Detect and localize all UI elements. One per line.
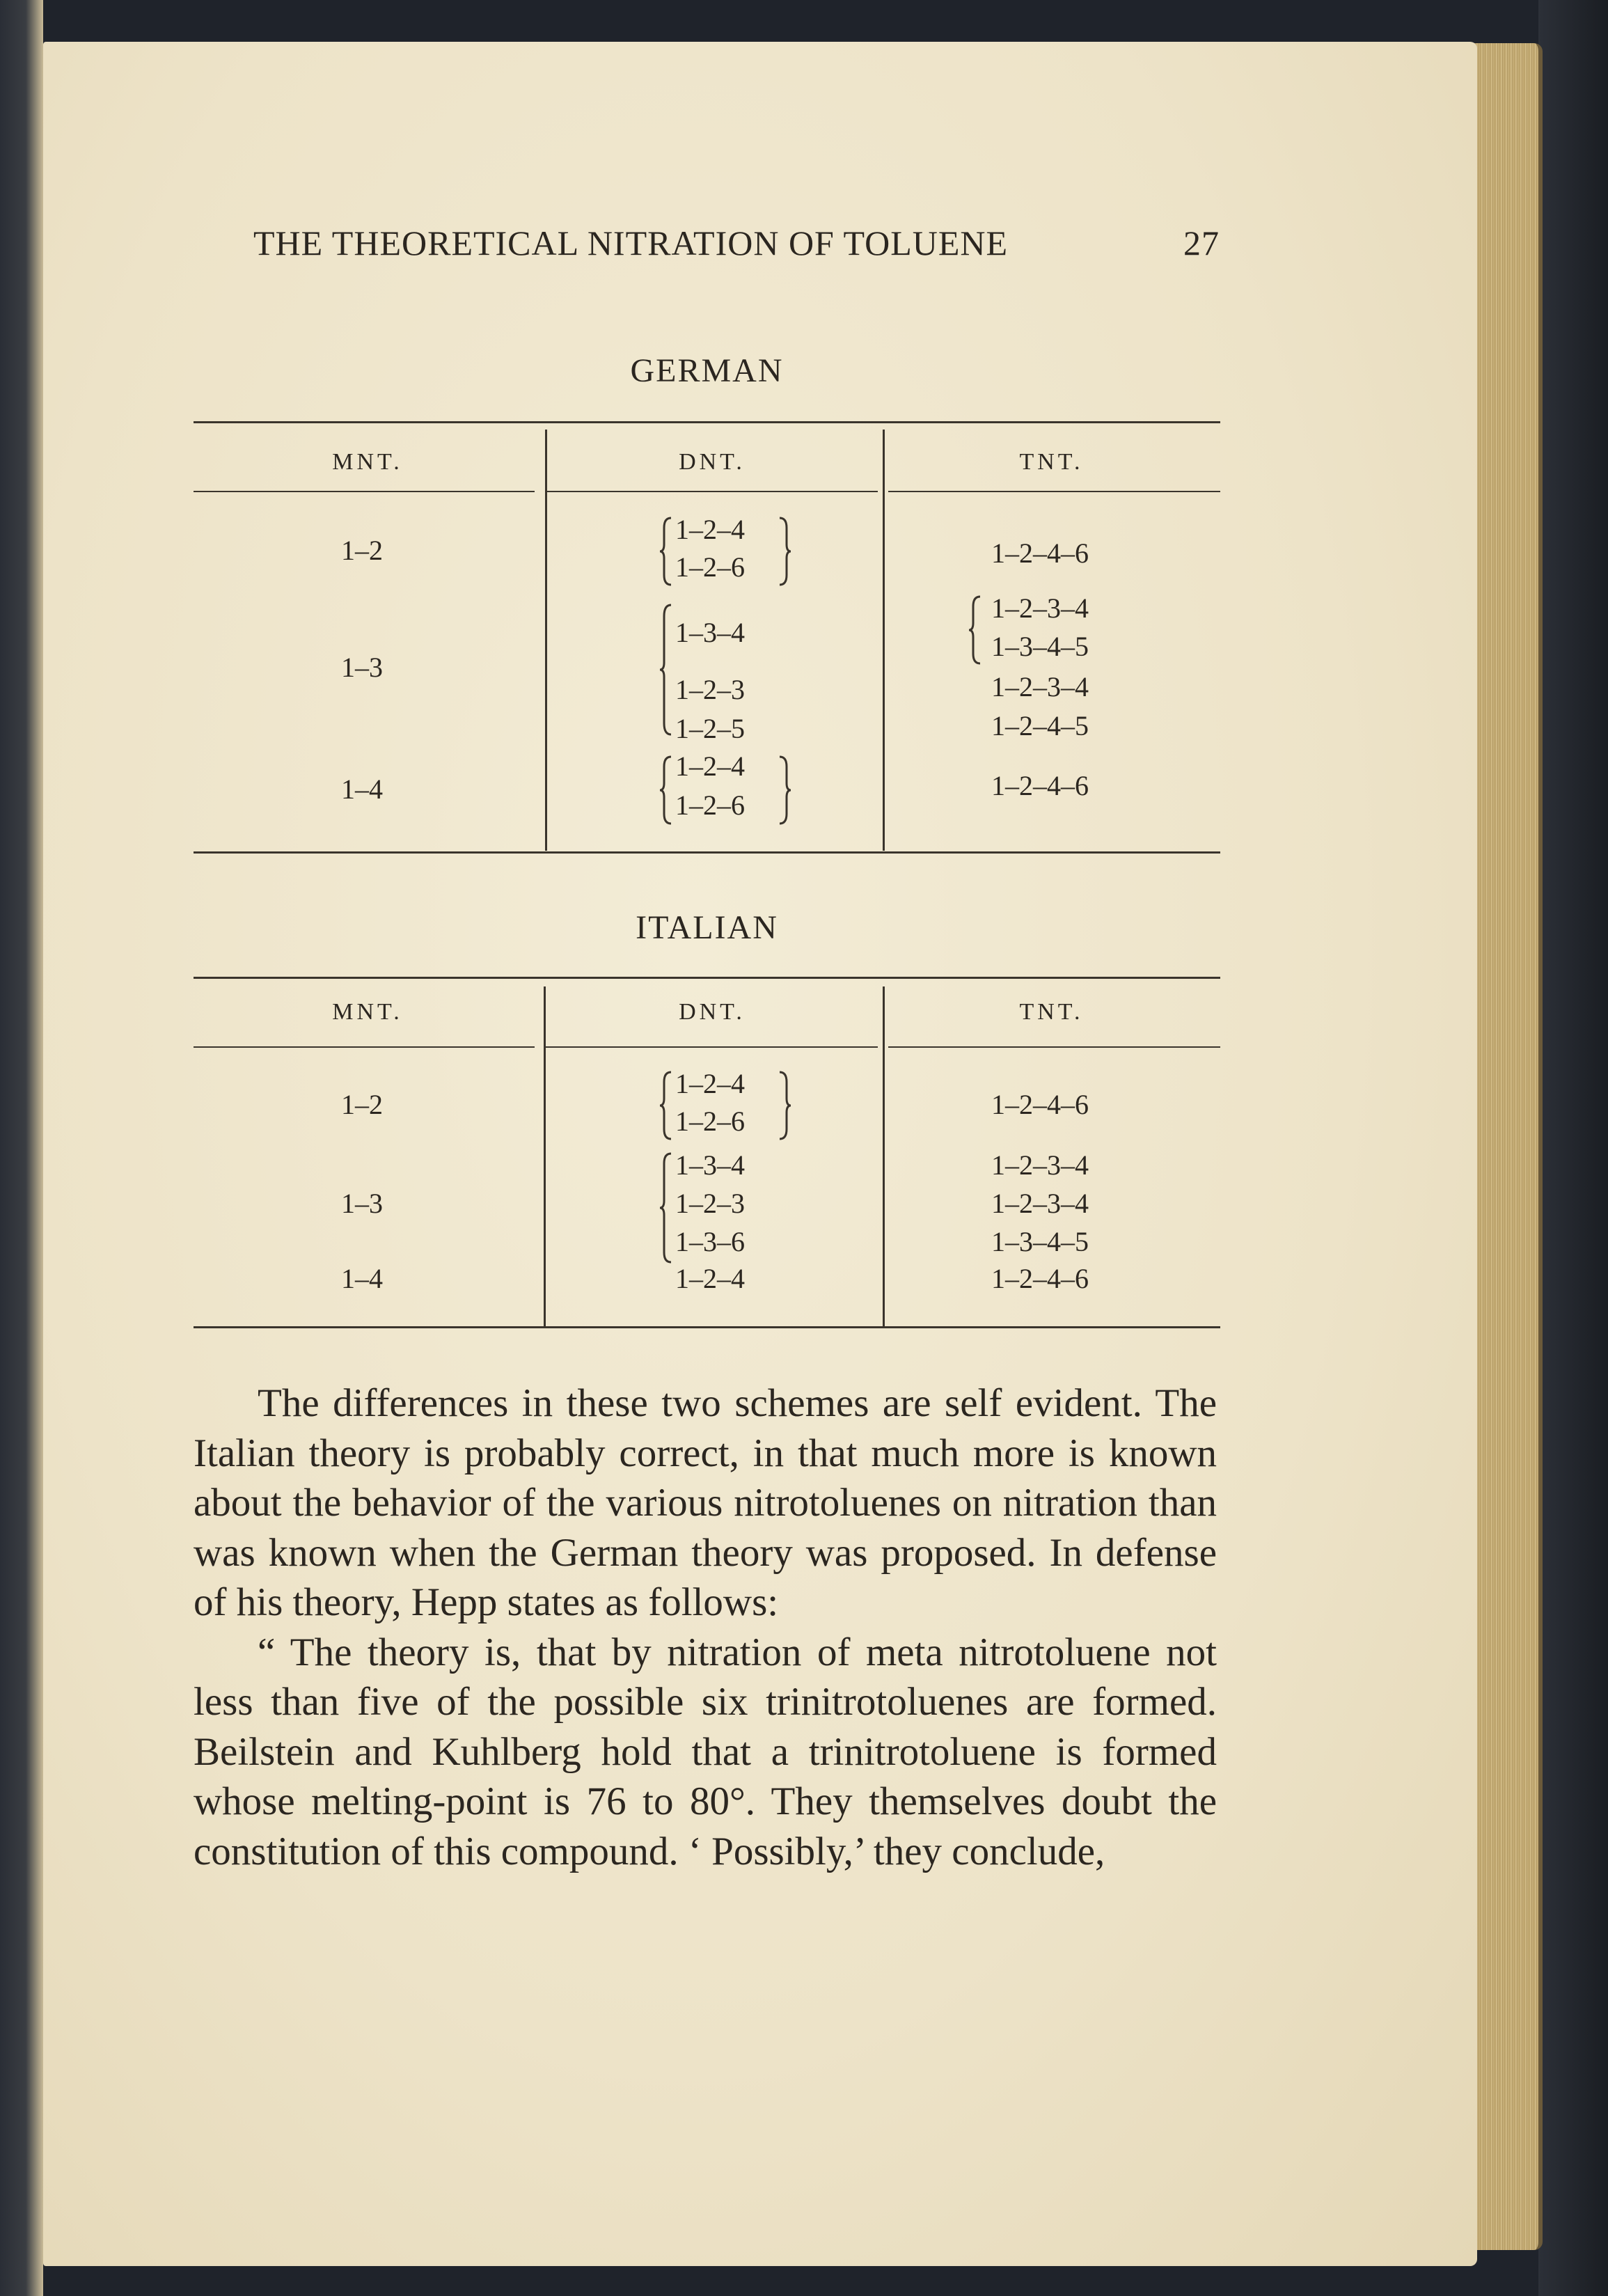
italian-table [194,909,1220,1333]
facing-page-edge [0,0,43,2296]
table-caption: ITALIAN [636,909,778,946]
dnt-cell: 1–3–4 [675,617,745,648]
mnt-cell: 1–2 [341,535,383,566]
tnt-cell: 1–2–3–4 [991,671,1089,702]
brace-left [659,1071,674,1140]
dnt-cell: 1–2–6 [675,789,745,821]
tnt-cell: 1–2–3–4 [991,1149,1089,1181]
page-block-edges [1469,43,1543,2250]
tnt-cell: 1–2–4–6 [991,1263,1089,1294]
column-header-dnt: DNT. [679,449,746,475]
table-bottom-rule [194,851,1220,854]
dnt-cell: 1–2–6 [675,551,745,583]
header-rule [545,491,878,492]
dnt-cell: 1–2–4 [675,514,745,545]
column-header-dnt: DNT. [679,999,746,1025]
brace-left [659,755,674,825]
running-head-title: THE THEORETICAL NITRATION OF TOLUENE [253,223,1009,262]
dnt-cell: 1–2–6 [675,1106,745,1137]
dnt-cell: 1–2–4 [675,1068,745,1099]
mnt-cell: 1–3 [341,1188,383,1219]
page-number: 27 [1183,223,1220,262]
header-rule [194,1046,535,1048]
column-header-mnt: MNT. [332,449,403,475]
dnt-cell: 1–2–5 [675,713,745,744]
tnt-cell: 1–2–3–4 [991,592,1089,624]
header-rule [888,1046,1220,1048]
column-divider [883,986,885,1326]
column-divider [544,986,546,1326]
table-caption: GERMAN [630,352,784,389]
tnt-cell: 1–2–4–5 [991,710,1089,741]
brace-right [777,517,792,586]
column-divider [883,430,885,851]
body-text [194,1378,1217,1876]
table-bottom-rule [194,1326,1220,1328]
dnt-cell: 1–2–3 [675,1188,745,1219]
header-rule [545,1046,878,1048]
dnt-cell: 1–2–4 [675,1263,745,1294]
mnt-cell: 1–2 [341,1089,383,1120]
german-table [194,352,1220,853]
mnt-cell: 1–4 [341,773,383,805]
brace-left [659,1152,674,1264]
mnt-cell: 1–3 [341,652,383,683]
tnt-cell: 1–2–4–6 [991,770,1089,801]
brace-left [968,595,983,665]
header-rule [888,491,1220,492]
column-header-mnt: MNT. [332,999,403,1025]
table-top-rule [194,977,1220,979]
book-cover-edge [1538,0,1608,2296]
tnt-cell: 1–3–4–5 [991,631,1089,662]
brace-left [659,604,674,736]
column-header-tnt: TNT. [1019,449,1084,475]
brace-right [777,1071,792,1140]
paragraph: The differences in these two schemes are self evident. The Italian theory is probably correct, in that much more is known about the behavior of the various nitrotoluenes on nitration than was known when the German theory was proposed. In defense of his theory, Hepp states as follows: [194,1381,1217,1624]
paragraph: “ The theory is, that by nitration of meta nitrotoluene not less than five of the possible six trinitrotoluenes are formed. Beilstein and Kuhlberg hold that a trinitrotoluene is formed whose melting-point is 76 to 80°. They themselves doubt the constitution of this compound. ‘ Possibly,’ they conclude, [194,1630,1217,1873]
tnt-cell: 1–2–4–6 [991,1089,1089,1120]
header-rule [194,491,535,492]
tnt-cell: 1–3–4–5 [991,1226,1089,1257]
tnt-cell: 1–2–4–6 [991,537,1089,569]
mnt-cell: 1–4 [341,1263,383,1294]
dnt-cell: 1–2–4 [675,750,745,782]
table-top-rule [194,421,1220,423]
brace-right [777,755,792,825]
dnt-cell: 1–3–4 [675,1149,745,1181]
dnt-cell: 1–3–6 [675,1226,745,1257]
column-divider [545,430,547,851]
brace-left [659,517,674,586]
dnt-cell: 1–2–3 [675,674,745,705]
column-header-tnt: TNT. [1019,999,1084,1025]
tnt-cell: 1–2–3–4 [991,1188,1089,1219]
